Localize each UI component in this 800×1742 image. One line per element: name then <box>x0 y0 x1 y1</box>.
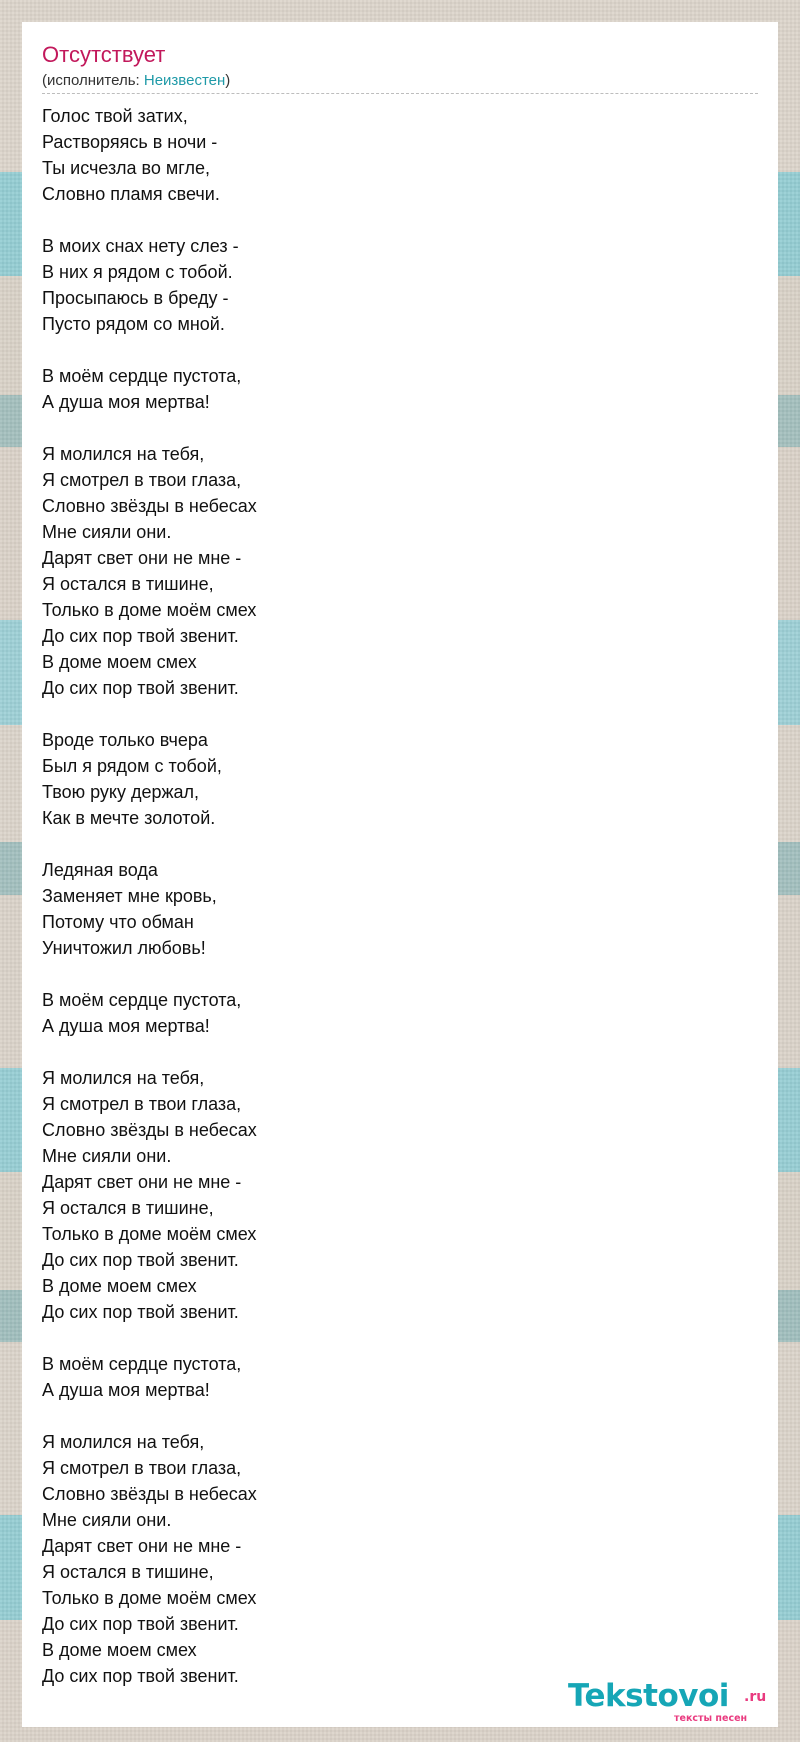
lyrics-stanza <box>42 987 758 1039</box>
lyrics-stanza <box>42 103 758 207</box>
lyric-line: Дарят свет они не мне - <box>42 1536 242 1556</box>
lyric-line: До сих пор твой звенит. <box>42 1302 239 1322</box>
lyric-line: До сих пор твой звенит. <box>42 1614 239 1634</box>
artist-suffix: ) <box>225 72 231 89</box>
lyric-line: До сих пор твой звенит. <box>42 1250 239 1270</box>
lyric-line: Мне сияли они. <box>42 522 172 542</box>
lyric-line: Словно звёзды в небесах <box>42 496 257 516</box>
lyric-line: Я молился на тебя, <box>42 444 205 464</box>
lyric-line: Я остался в тишине, <box>42 574 214 594</box>
logo-wordmark: Tekstovoi <box>568 1678 729 1714</box>
lyric-line: Ты исчезла во мгле, <box>42 158 210 178</box>
lyric-line: Как в мечте золотой. <box>42 808 216 828</box>
lyric-line: Словно пламя свечи. <box>42 184 220 204</box>
lyric-line: Был я рядом с тобой, <box>42 756 222 776</box>
logo-tagline: тексты песен <box>674 1713 748 1724</box>
lyric-line: Потому что обман <box>42 912 194 932</box>
lyrics-stanza <box>42 1065 758 1325</box>
lyric-line: Только в доме моём смех <box>42 1224 257 1244</box>
lyric-line: Я остался в тишине, <box>42 1198 214 1218</box>
logo-domain: .ru <box>744 1689 767 1705</box>
lyric-line: Я остался в тишине, <box>42 1562 214 1582</box>
lyric-line: До сих пор твой звенит. <box>42 1666 239 1686</box>
lyric-line: В моём сердце пустота, <box>42 990 242 1010</box>
lyric-line: А душа моя мертва! <box>42 392 210 412</box>
lyric-line: Пусто рядом со мной. <box>42 314 225 334</box>
lyric-line: Я смотрел в твои глаза, <box>42 1458 242 1478</box>
artist-line <box>42 72 230 90</box>
lyric-line: А душа моя мертва! <box>42 1016 210 1036</box>
lyric-line: Я смотрел в твои глаза, <box>42 1094 242 1114</box>
lyric-line: В доме моем смех <box>42 652 197 672</box>
lyrics-stanza <box>42 727 758 831</box>
lyric-line: Только в доме моём смех <box>42 600 257 620</box>
lyric-line: Твою руку держал, <box>42 782 200 802</box>
lyrics-stanza <box>42 441 758 701</box>
lyric-line: Я смотрел в твои глаза, <box>42 470 242 490</box>
lyric-line: Голос твой затих, <box>42 106 188 126</box>
lyric-line: Словно звёзды в небесах <box>42 1484 257 1504</box>
lyric-line: В моём сердце пустота, <box>42 366 242 386</box>
lyric-line: Мне сияли они. <box>42 1146 172 1166</box>
lyric-line: До сих пор твой звенит. <box>42 626 239 646</box>
lyric-line: Вроде только вчера <box>42 730 208 750</box>
lyric-line: Дарят свет они не мне - <box>42 1172 242 1192</box>
lyrics-text <box>42 103 758 1689</box>
lyric-line: В моих снах нету слез - <box>42 236 239 256</box>
lyric-line: Заменяет мне кровь, <box>42 886 217 906</box>
lyrics-stanza <box>42 1429 758 1689</box>
lyric-line: Растворяясь в ночи - <box>42 132 218 152</box>
lyrics-card <box>22 22 778 1727</box>
song-title: Отсутствует <box>42 42 166 67</box>
lyric-line: В доме моем смех <box>42 1640 197 1660</box>
lyric-line: Я молился на тебя, <box>42 1432 205 1452</box>
lyric-line: В моём сердце пустота, <box>42 1354 242 1374</box>
lyric-line: Словно звёзды в небесах <box>42 1120 257 1140</box>
lyric-line: Мне сияли они. <box>42 1510 172 1530</box>
lyric-line: Ледяная вода <box>42 860 158 880</box>
artist-prefix: (исполнитель: <box>42 72 144 89</box>
header-divider <box>42 93 758 94</box>
lyric-line: До сих пор твой звенит. <box>42 678 239 698</box>
lyrics-stanza <box>42 857 758 961</box>
lyrics-stanza <box>42 233 758 337</box>
lyric-line: Просыпаюсь в бреду - <box>42 288 229 308</box>
lyric-line: Только в доме моём смех <box>42 1588 257 1608</box>
lyrics-stanza <box>42 363 758 415</box>
lyric-line: Дарят свет они не мне - <box>42 548 242 568</box>
lyric-line: В них я рядом с тобой. <box>42 262 233 282</box>
lyrics-stanza <box>42 1351 758 1403</box>
lyric-line: Я молился на тебя, <box>42 1068 205 1088</box>
lyric-line: А душа моя мертва! <box>42 1380 210 1400</box>
lyric-line: В доме моем смех <box>42 1276 197 1296</box>
lyric-line: Уничтожил любовь! <box>42 938 206 958</box>
site-logo[interactable] <box>568 1678 778 1724</box>
artist-link[interactable]: Неизвестен <box>143 72 226 89</box>
